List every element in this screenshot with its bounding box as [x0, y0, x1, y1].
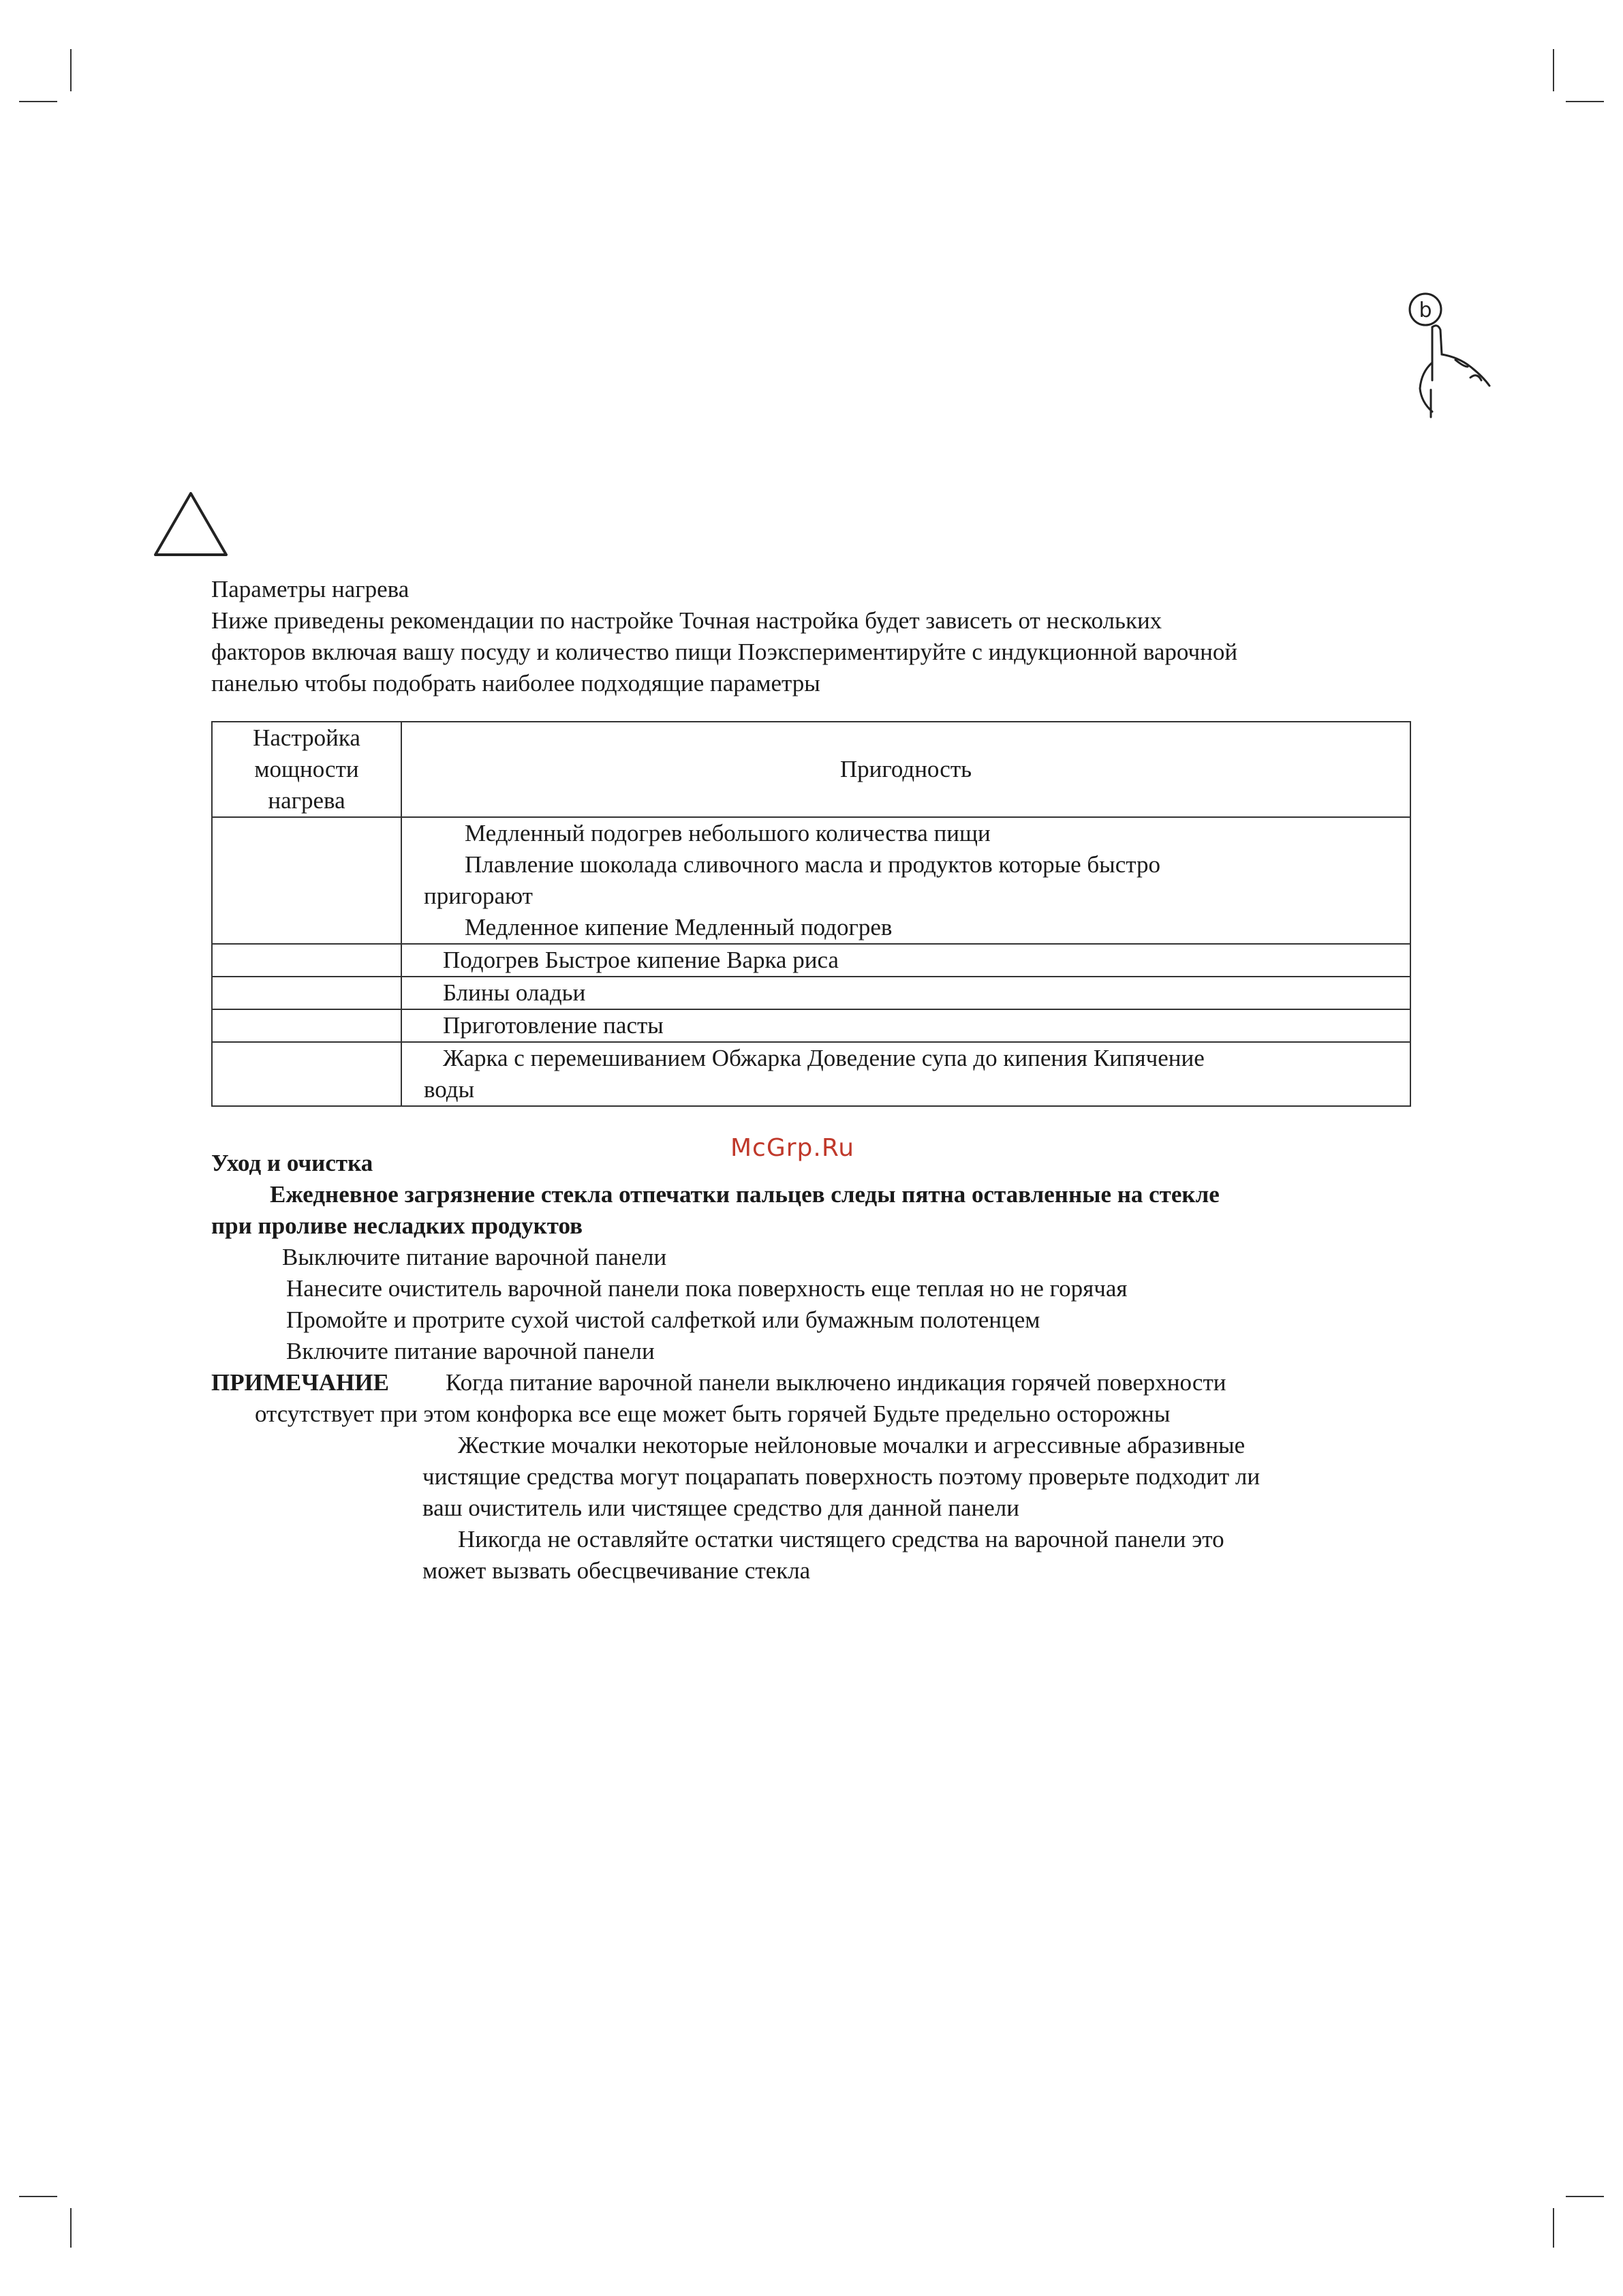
- header-setting-line-2: мощности: [254, 756, 359, 782]
- crop-mark-bottom-left-h: [19, 2196, 57, 2197]
- care-subtitle-line-1: Ежедневное загрязнение стекла отпечатки пальцев следы пятна оставленные на стекле: [270, 1181, 1220, 1208]
- row-1-setting: [212, 817, 401, 944]
- table-row: [212, 977, 1410, 1009]
- row-4-suitability: [401, 1009, 1410, 1042]
- row-1-line-2: Плавление шоколада сливочного масла и продуктов которые быстро: [465, 851, 1160, 878]
- header-setting: [212, 722, 401, 817]
- row-5-suitability: [401, 1042, 1410, 1106]
- row-4-setting: [212, 1009, 401, 1042]
- table-row: [212, 1009, 1410, 1042]
- row-3-line-1: Блины оладьи: [443, 979, 586, 1006]
- row-5-line-1: Жарка с перемешиванием Обжарка Доведение супа до кипения Кипячение: [443, 1045, 1205, 1071]
- heat-settings-title: Параметры нагрева: [211, 576, 409, 602]
- watermark: McGrp.Ru: [730, 1134, 855, 1162]
- table-row: [212, 1042, 1410, 1106]
- care-title: Уход и очистка: [211, 1150, 373, 1176]
- row-1-suitability: [401, 817, 1410, 944]
- crop-mark-top-right-h: [1566, 101, 1604, 102]
- heat-intro-line-3: панелью чтобы подобрать наиболее подходящие параметры: [211, 670, 820, 697]
- heat-intro-line-1: Ниже приведены рекомендации по настройке Точная настройка будет зависеть от нескольких: [211, 607, 1162, 634]
- row-5-line-2: воды: [424, 1076, 475, 1103]
- crop-mark-bottom-right-h: [1566, 2196, 1604, 2197]
- row-3-suitability: [401, 977, 1410, 1009]
- tip-2-line-2: может вызвать обесцвечивание стекла: [422, 1557, 811, 1584]
- row-2-line-1: Подогрев Быстрое кипение Варка риса: [443, 947, 839, 973]
- heat-settings-table: [211, 721, 1411, 1107]
- table-row: [212, 817, 1410, 944]
- row-4-line-1: Приготовление пасты: [443, 1012, 664, 1039]
- tip-1-line-1: Жесткие мочалки некоторые нейлоновые мочалки и агрессивные абразивные: [458, 1432, 1246, 1458]
- tip-1-line-2: чистящие средства могут поцарапать поверхность поэтому проверьте подходит ли: [422, 1463, 1261, 1490]
- care-step-3: Промойте и протрите сухой чистой салфеткой или бумажным полотенцем: [286, 1306, 1040, 1333]
- note-line-2: отсутствует при этом конфорка все еще может быть горячей Будьте предельно осторожны: [255, 1400, 1171, 1427]
- row-5-setting: [212, 1042, 401, 1106]
- table-header-row: [212, 722, 1410, 817]
- row-2-suitability: [401, 944, 1410, 977]
- crop-mark-top-right-v: [1553, 49, 1554, 91]
- header-setting-line-3: нагрева: [268, 787, 345, 814]
- header-suitability: Пригодность: [401, 722, 1410, 817]
- crop-mark-top-left-v: [70, 49, 72, 91]
- row-1-line-4: Медленное кипение Медленный подогрев: [465, 914, 893, 940]
- tip-2-line-1: Никогда не оставляйте остатки чистящего средства на варочной панели это: [458, 1526, 1224, 1552]
- tip-1-line-3: ваш очиститель или чистящее средство для данной панели: [422, 1495, 1019, 1521]
- crop-mark-bottom-right-v: [1553, 2208, 1554, 2248]
- row-2-setting: [212, 944, 401, 977]
- hand-press-icon: [1390, 286, 1519, 423]
- row-1-line-1: Медленный подогрев небольшого количества пищи: [465, 820, 991, 846]
- crop-mark-bottom-left-v: [70, 2208, 72, 2248]
- care-step-4: Включите питание варочной панели: [286, 1338, 655, 1364]
- row-1-line-3: пригорают: [424, 883, 533, 909]
- figure-button-label: b: [1419, 299, 1432, 322]
- header-setting-line-1: Настройка: [253, 724, 360, 751]
- row-3-setting: [212, 977, 401, 1009]
- crop-mark-top-left-h: [19, 101, 57, 102]
- table-row: [212, 944, 1410, 977]
- care-subtitle-line-2: при проливе несладких продуктов: [211, 1212, 583, 1239]
- note-line-1: Когда питание варочной панели выключено индикация горячей поверхности: [446, 1369, 1226, 1396]
- care-step-1: Выключите питание варочной панели: [282, 1244, 667, 1270]
- care-step-2: Нанесите очиститель варочной панели пока поверхность еще теплая но не горячая: [286, 1275, 1128, 1302]
- note-label: ПРИМЕЧАНИЕ: [211, 1369, 389, 1396]
- warning-triangle-icon: [151, 489, 230, 560]
- heat-intro-line-2: факторов включая вашу посуду и количество пищи Поэкспериментируйте с индукционной варочной: [211, 639, 1238, 665]
